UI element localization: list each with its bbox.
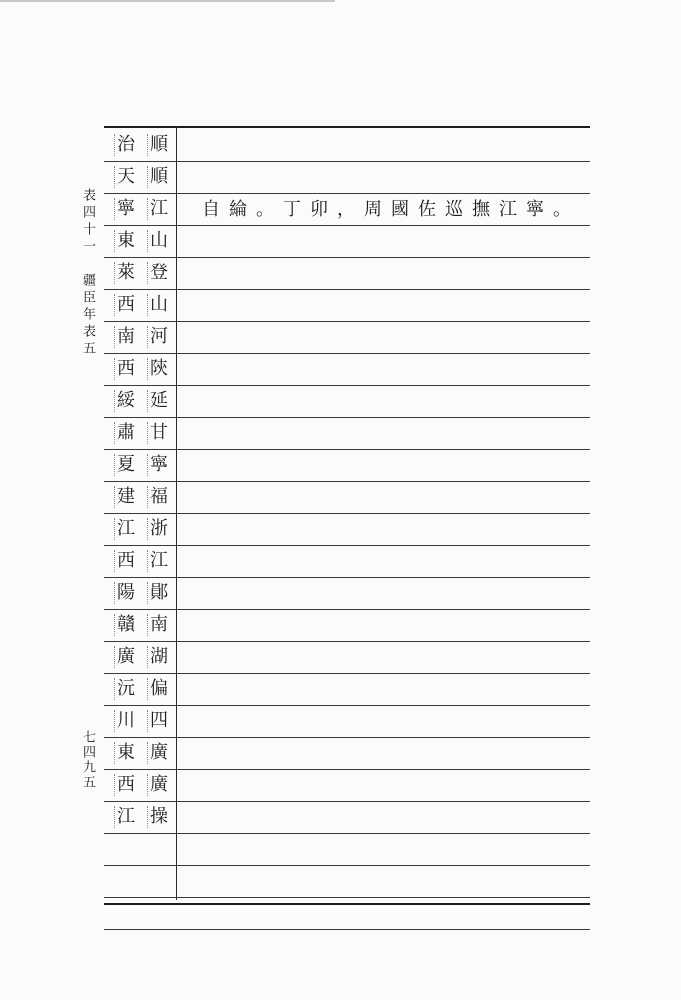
province-char: 川	[114, 710, 137, 732]
province-label	[114, 518, 174, 542]
table-row	[104, 450, 590, 482]
table-row	[104, 226, 590, 258]
province-char: 寧	[147, 454, 170, 476]
table-row	[104, 706, 590, 738]
province-char: 鄖	[147, 582, 170, 604]
table-row	[104, 610, 590, 642]
running-head: 表四十一 疆臣年表五	[80, 188, 95, 358]
province-label	[114, 454, 174, 478]
page-number: 七四九五	[80, 730, 95, 790]
province-char: 贛	[114, 614, 137, 636]
province-label	[114, 262, 174, 286]
province-char: 江	[114, 806, 137, 828]
table-row	[104, 194, 590, 226]
empty-table-row	[104, 866, 590, 898]
table-row	[104, 578, 590, 610]
province-char: 西	[114, 358, 137, 380]
province-char: 偏	[147, 678, 170, 700]
province-char: 寧	[114, 198, 137, 220]
province-label	[114, 806, 174, 830]
table-row	[104, 482, 590, 514]
province-char: 河	[147, 326, 170, 348]
province-char: 東	[114, 742, 137, 764]
province-char: 建	[114, 486, 137, 508]
province-char: 陝	[147, 358, 170, 380]
appointment-entry: 自綸。丁卯，周國佐巡撫江寧。	[202, 199, 580, 220]
province-char: 萊	[114, 262, 137, 284]
province-char: 浙	[147, 518, 170, 540]
province-char: 順	[147, 166, 170, 188]
province-label	[114, 710, 174, 734]
province-char: 甘	[147, 422, 170, 444]
province-char: 江	[147, 550, 170, 572]
table-row	[104, 322, 590, 354]
province-char: 登	[147, 262, 170, 284]
province-label	[114, 582, 174, 606]
table-row	[104, 514, 590, 546]
province-char: 南	[147, 614, 170, 636]
province-char: 沅	[114, 678, 137, 700]
province-char: 江	[114, 518, 137, 540]
province-char: 南	[114, 326, 137, 348]
row-rule	[104, 929, 590, 930]
province-char: 西	[114, 774, 137, 796]
province-label	[114, 678, 174, 702]
province-char: 廣	[114, 646, 137, 668]
empty-table-row	[104, 834, 590, 866]
province-label	[114, 422, 174, 446]
province-char: 夏	[114, 454, 137, 476]
province-char: 廣	[147, 774, 170, 796]
province-label	[114, 646, 174, 670]
province-char: 治	[114, 134, 137, 156]
province-char: 廣	[147, 742, 170, 764]
table-row	[104, 802, 590, 834]
table-bottom-rule	[104, 903, 590, 905]
province-char: 肅	[114, 422, 137, 444]
province-char: 順	[147, 134, 170, 156]
table-row	[104, 770, 590, 802]
top-edge-rule	[0, 0, 335, 2]
province-label	[114, 230, 174, 254]
table-row	[104, 130, 590, 162]
province-label	[114, 198, 174, 222]
province-char: 綏	[114, 390, 137, 412]
province-char: 山	[147, 294, 170, 316]
official-chronology-table	[104, 126, 590, 906]
province-char: 山	[147, 230, 170, 252]
province-label	[114, 358, 174, 382]
province-label	[114, 294, 174, 318]
province-char: 西	[114, 550, 137, 572]
province-label	[114, 742, 174, 766]
province-label	[114, 326, 174, 350]
province-label	[114, 614, 174, 638]
province-label	[114, 486, 174, 510]
table-row	[104, 674, 590, 706]
table-row	[104, 546, 590, 578]
province-label	[114, 550, 174, 574]
province-char: 延	[147, 390, 170, 412]
province-label	[114, 166, 174, 190]
province-label	[114, 390, 174, 414]
table-row	[104, 386, 590, 418]
province-char: 操	[147, 806, 170, 828]
table-row	[104, 738, 590, 770]
province-char: 西	[114, 294, 137, 316]
province-char: 四	[147, 710, 170, 732]
table-row	[104, 354, 590, 386]
table-row	[104, 162, 590, 194]
table-row	[104, 258, 590, 290]
province-char: 天	[114, 166, 137, 188]
table-row	[104, 642, 590, 674]
province-label	[114, 134, 174, 158]
table-row	[104, 290, 590, 322]
province-char: 陽	[114, 582, 137, 604]
province-char: 福	[147, 486, 170, 508]
province-char: 江	[147, 198, 170, 220]
table-row	[104, 418, 590, 450]
province-label	[114, 774, 174, 798]
province-char: 湖	[147, 646, 170, 668]
province-char: 東	[114, 230, 137, 252]
